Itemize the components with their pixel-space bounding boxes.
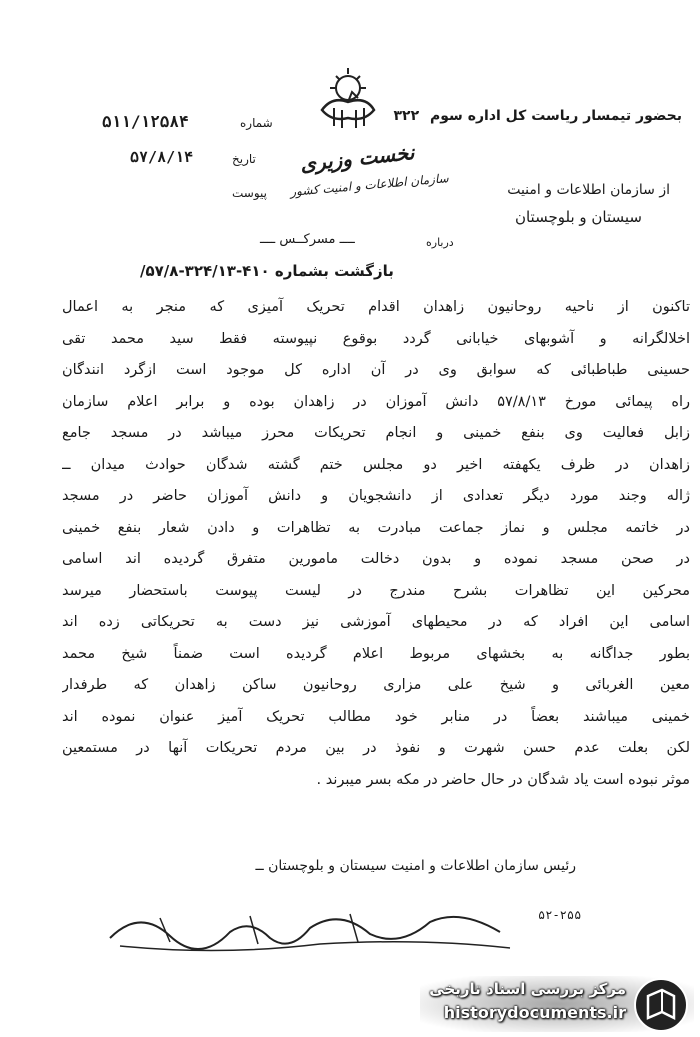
recipient-title-text: بحضور تیمسار ریاست کل اداره سوم	[430, 108, 682, 124]
subject-label: درباره	[426, 236, 454, 249]
body-line: اسامی این افراد که در محیطهای آموزشی نیز دست به تحریکاتی زده اند	[62, 614, 690, 630]
signer-title: رئیس سازمان اطلاعات و امنیت سیستان و بلوچستان ــ	[255, 858, 576, 874]
body-line: در خاتمه مجلس و نماز جماعت مبادرت به تظاهرات و دادن شعار بنفع خمینی	[62, 519, 690, 536]
date-label: تاریخ	[232, 152, 256, 166]
body-line: لکن بعلت عدم حسن شهرت و نفوذ در بین مردم تحریکات آنها در مستمعین	[62, 740, 690, 756]
body-line: زابل فعالیت وی بنفع خمینی و انجام تحریکات محرز میباشد در مسجد جامع	[62, 425, 690, 441]
body-line: تاکنون از ناحیه روحانیون زاهدان اقدام تحریک آمیزی که منجر به اعمال	[62, 299, 690, 315]
body-line: محرکین این تظاهرات بشرح مندرج در لیست پیوست باستحضار میرسد	[62, 582, 690, 599]
handwritten-signature-icon	[100, 898, 520, 958]
number-value: ۵۱۱/۱۲۵۸۴	[102, 112, 189, 131]
organization-stamp: سازمان اطلاعات و امنیت کشور	[289, 171, 450, 199]
body-line: زاهدان در ظرف یکهفته اخیر دو مجلس ختم گشته شدگان حوادث میدان ــ	[62, 456, 690, 473]
watermark-title: مرکز بررسی اسناد تاریخی	[429, 980, 626, 998]
sheet-number: ۳۲۲	[393, 108, 420, 124]
from-line: از سازمان اطلاعات و امنیت	[507, 182, 670, 198]
history-documents-logo-icon	[632, 976, 690, 1034]
date-value: ۵۷/۸/۱۴	[130, 148, 194, 166]
body-line: اخلالگرانه و آشوبهای خیابانی گردد بوقوع نپیوسته فقط سید محمد تقی	[62, 330, 690, 347]
prime-ministry-stamp: نخست وزیری	[299, 140, 416, 176]
subject-value: ــــ مسرکــس ــــ	[260, 232, 355, 247]
from-province: سیستان و بلوچستان	[514, 208, 642, 226]
lion-and-sun-emblem-icon	[312, 62, 382, 134]
body-line: راه پیمائی مورخ ۵۷/۸/۱۳ دانش آموزان در زاهدان بوده و برابر اعلام سازمان	[62, 393, 690, 410]
number-label: شماره	[240, 116, 273, 130]
attachment-label: پیوست	[232, 186, 267, 200]
body-line: معین الغربائی و شیخ علی مزاری روحانیون ساکن زاهدان که طرفدار	[62, 677, 690, 693]
signature-code: ۵۲-۲۵۵	[538, 908, 582, 922]
letter-body	[62, 292, 690, 796]
body-line: حسینی طباطبائی که سوابق وی در آن اداره کل موجود است ازگرد انندگان	[62, 362, 690, 378]
watermark-url: historydocuments.ir	[443, 1003, 626, 1022]
body-line: موثر نبوده است یاد شدگان در حال حاضر در مکه بسر میبرند .	[316, 771, 690, 788]
recipient-title	[394, 108, 683, 124]
reference-line: بازگشت بشماره ۴۱۰-۳۲۴/۱۳-۵۷/۸/	[140, 262, 394, 280]
body-line: خمینی میباشند بعضاً در منابر خود مطالب تحریک آمیز عنوان نموده اند	[62, 708, 690, 725]
body-line: ژاله وجند مورد دیگر تعدادی از دانشجویان و دانش آموزان حاضر در مسجد	[62, 488, 690, 504]
body-line: بطور جداگانه به بخشهای مربوط اعلام گردیده است ضمناً شیخ محمد	[62, 645, 690, 662]
body-line: در صحن مسجد نموده و بدون دخالت مامورین متفرق گردیده اند اسامی	[62, 551, 690, 567]
